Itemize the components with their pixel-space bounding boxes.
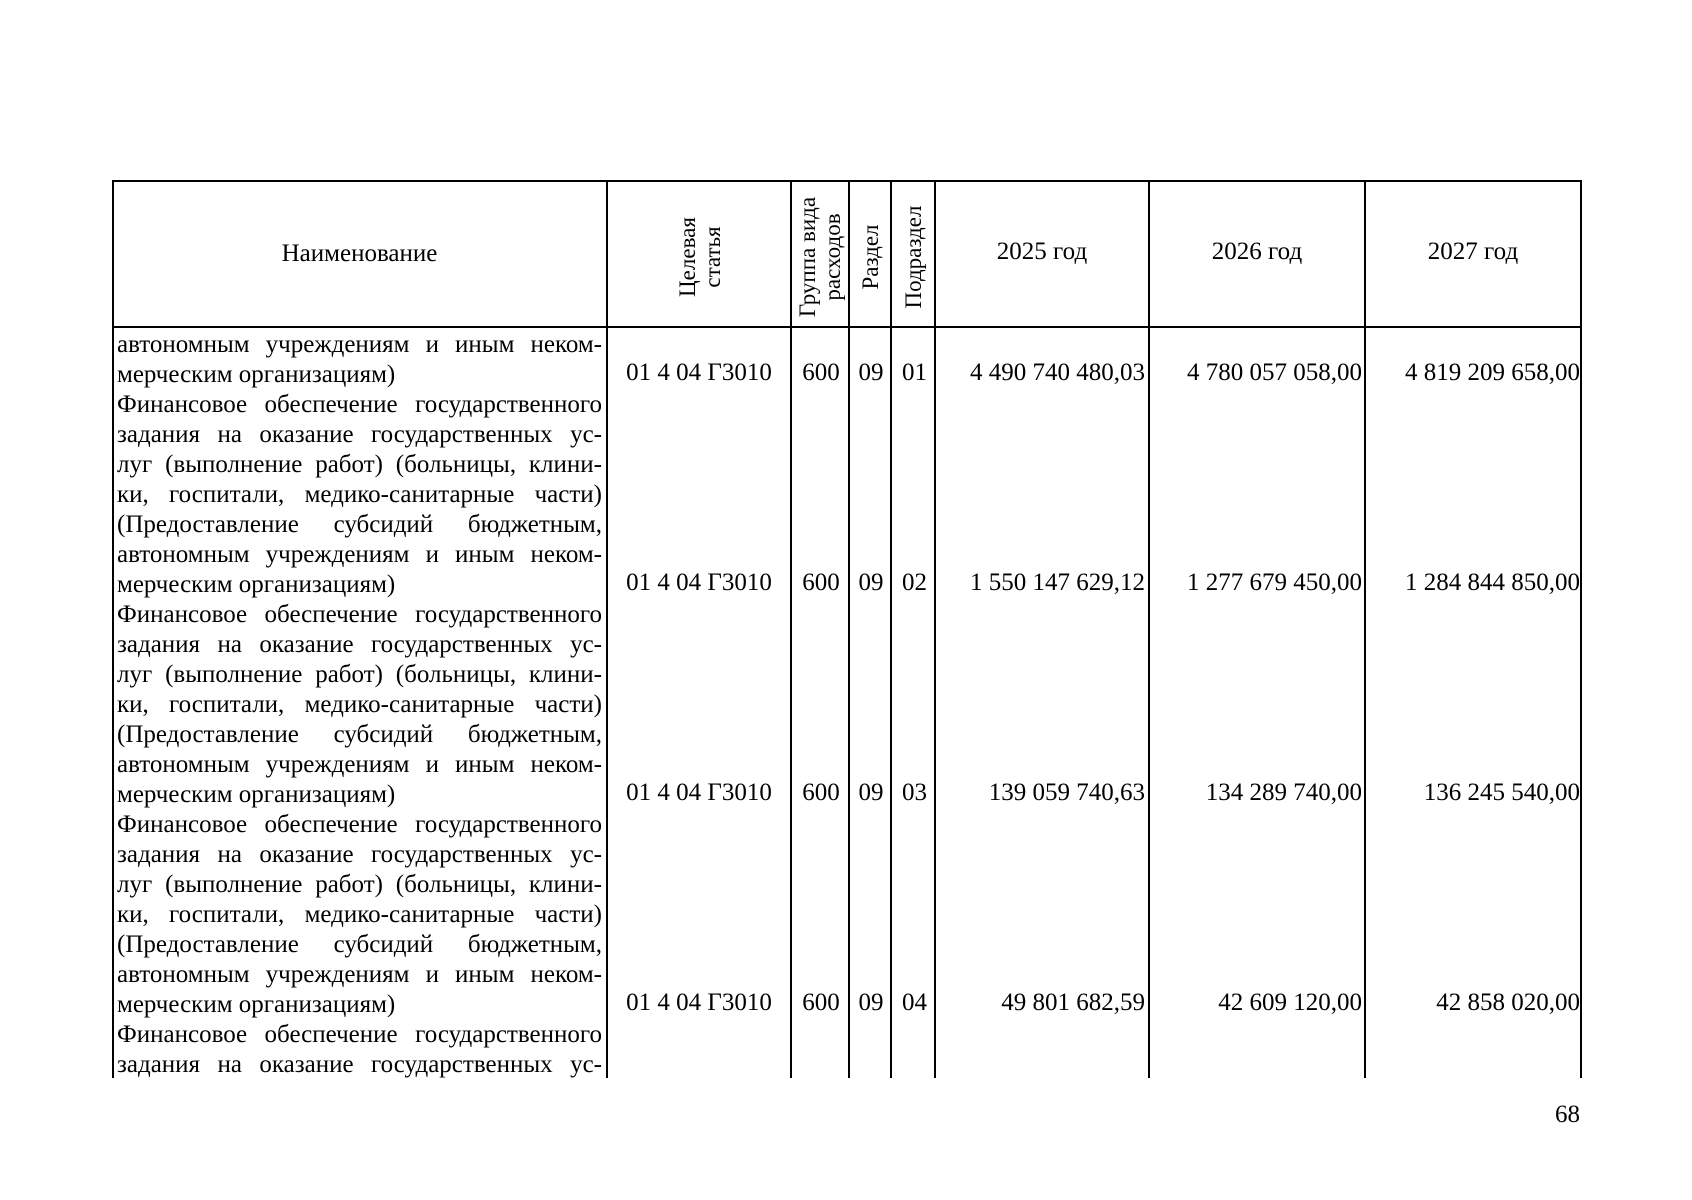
- name-line: ки, госпитали, медико-санитарные части): [117, 691, 602, 718]
- header-2027: 2027 год: [1427, 238, 1519, 265]
- amount-2026-cell: 1 277 679 450,00: [1187, 569, 1362, 596]
- amount-2026-cell: 134 289 740,00: [1205, 779, 1362, 806]
- header-2025: 2025 год: [996, 238, 1088, 265]
- page-number: 68: [1555, 1101, 1580, 1128]
- header-subsection: Подраздел: [900, 205, 926, 309]
- name-line: автономным учреждениям и иным неком-: [117, 541, 602, 568]
- table-right-border: [1580, 180, 1582, 1078]
- amount-2025-cell: 4 490 740 480,03: [970, 359, 1145, 386]
- amount-2025-cell: 1 550 147 629,12: [970, 569, 1145, 596]
- name-line: (Предоставление субсидий бюджетным,: [117, 511, 602, 538]
- name-line: автономным учреждениям и иным неком-: [117, 961, 602, 988]
- name-line: луг (выполнение работ) (больницы, клини-: [117, 451, 602, 478]
- section-cell: 09: [858, 779, 884, 806]
- name-line: луг (выполнение работ) (больницы, клини-: [117, 871, 602, 898]
- name-line: автономным учреждениям и иным неком-: [117, 331, 602, 358]
- subsection-cell: 04: [902, 989, 927, 1016]
- group-cell: 600: [802, 359, 840, 386]
- amount-2025-cell: 139 059 740,63: [988, 779, 1145, 806]
- name-line: (Предоставление субсидий бюджетным,: [117, 931, 602, 958]
- amount-2026-cell: 4 780 057 058,00: [1187, 359, 1362, 386]
- amount-2025-cell: 49 801 682,59: [1001, 989, 1145, 1016]
- name-line: луг (выполнение работ) (больницы, клини-: [117, 661, 602, 688]
- name-line: мерческим организациям): [117, 571, 396, 598]
- table-left-border: [112, 180, 114, 1078]
- name-line: Финансовое обеспечение государственного: [117, 811, 602, 838]
- code-cell: 01 4 04 Г3010: [626, 569, 772, 596]
- section-cell: 09: [858, 359, 884, 386]
- name-line: ки, госпитали, медико-санитарные части): [117, 481, 602, 508]
- header-target-article: [675, 185, 725, 329]
- col-divider-group: [848, 180, 850, 1078]
- header-expense-group-line2: расходов: [820, 213, 845, 301]
- section-cell: 09: [858, 569, 884, 596]
- amount-2027-cell: 4 819 209 658,00: [1405, 359, 1580, 386]
- col-divider-2026: [1364, 180, 1366, 1078]
- table-top-border: [112, 180, 1582, 182]
- code-cell: 01 4 04 Г3010: [626, 359, 772, 386]
- header-name: Наименование: [281, 240, 438, 267]
- amount-2027-cell: 136 245 540,00: [1423, 779, 1580, 806]
- col-divider-name: [606, 180, 608, 1078]
- subsection-cell: 01: [902, 359, 927, 386]
- header-expense-group-line1: Группа вида: [795, 196, 820, 318]
- amount-2026-cell: 42 609 120,00: [1218, 989, 1362, 1016]
- col-divider-section: [890, 180, 892, 1078]
- name-line: Финансовое обеспечение государственного: [117, 1021, 602, 1048]
- name-line: задания на оказание государственных ус-: [117, 841, 602, 868]
- col-divider-2025: [1148, 180, 1150, 1078]
- name-line: задания на оказание государственных ус-: [117, 631, 602, 658]
- group-cell: 600: [802, 779, 840, 806]
- name-line: мерческим организациям): [117, 991, 396, 1018]
- header-target-article-line2: статья: [700, 226, 725, 288]
- header-expense-group: [792, 185, 848, 329]
- group-cell: 600: [802, 569, 840, 596]
- name-line: (Предоставление субсидий бюджетным,: [117, 721, 602, 748]
- name-line: мерческим организациям): [117, 361, 396, 388]
- amount-2027-cell: 1 284 844 850,00: [1405, 569, 1580, 596]
- name-line: Финансовое обеспечение государственного: [117, 391, 602, 418]
- section-cell: 09: [858, 989, 884, 1016]
- header-section: Раздел: [857, 224, 883, 290]
- name-line: ки, госпитали, медико-санитарные части): [117, 901, 602, 928]
- header-target-article-line1: Целевая: [675, 217, 700, 297]
- code-cell: 01 4 04 Г3010: [626, 989, 772, 1016]
- subsection-cell: 02: [902, 569, 927, 596]
- subsection-cell: 03: [902, 779, 927, 806]
- header-2026: 2026 год: [1211, 238, 1303, 265]
- col-divider-subsection: [934, 180, 936, 1078]
- name-line: мерческим организациям): [117, 781, 396, 808]
- name-line: Финансовое обеспечение государственного: [117, 601, 602, 628]
- group-cell: 600: [802, 989, 840, 1016]
- name-line: задания на оказание государственных ус-: [117, 421, 602, 448]
- name-line: автономным учреждениям и иным неком-: [117, 751, 602, 778]
- name-column-text: [117, 330, 602, 1078]
- code-cell: 01 4 04 Г3010: [626, 779, 772, 806]
- name-line: задания на оказание государственных ус-: [117, 1051, 602, 1078]
- amount-2027-cell: 42 858 020,00: [1436, 989, 1580, 1016]
